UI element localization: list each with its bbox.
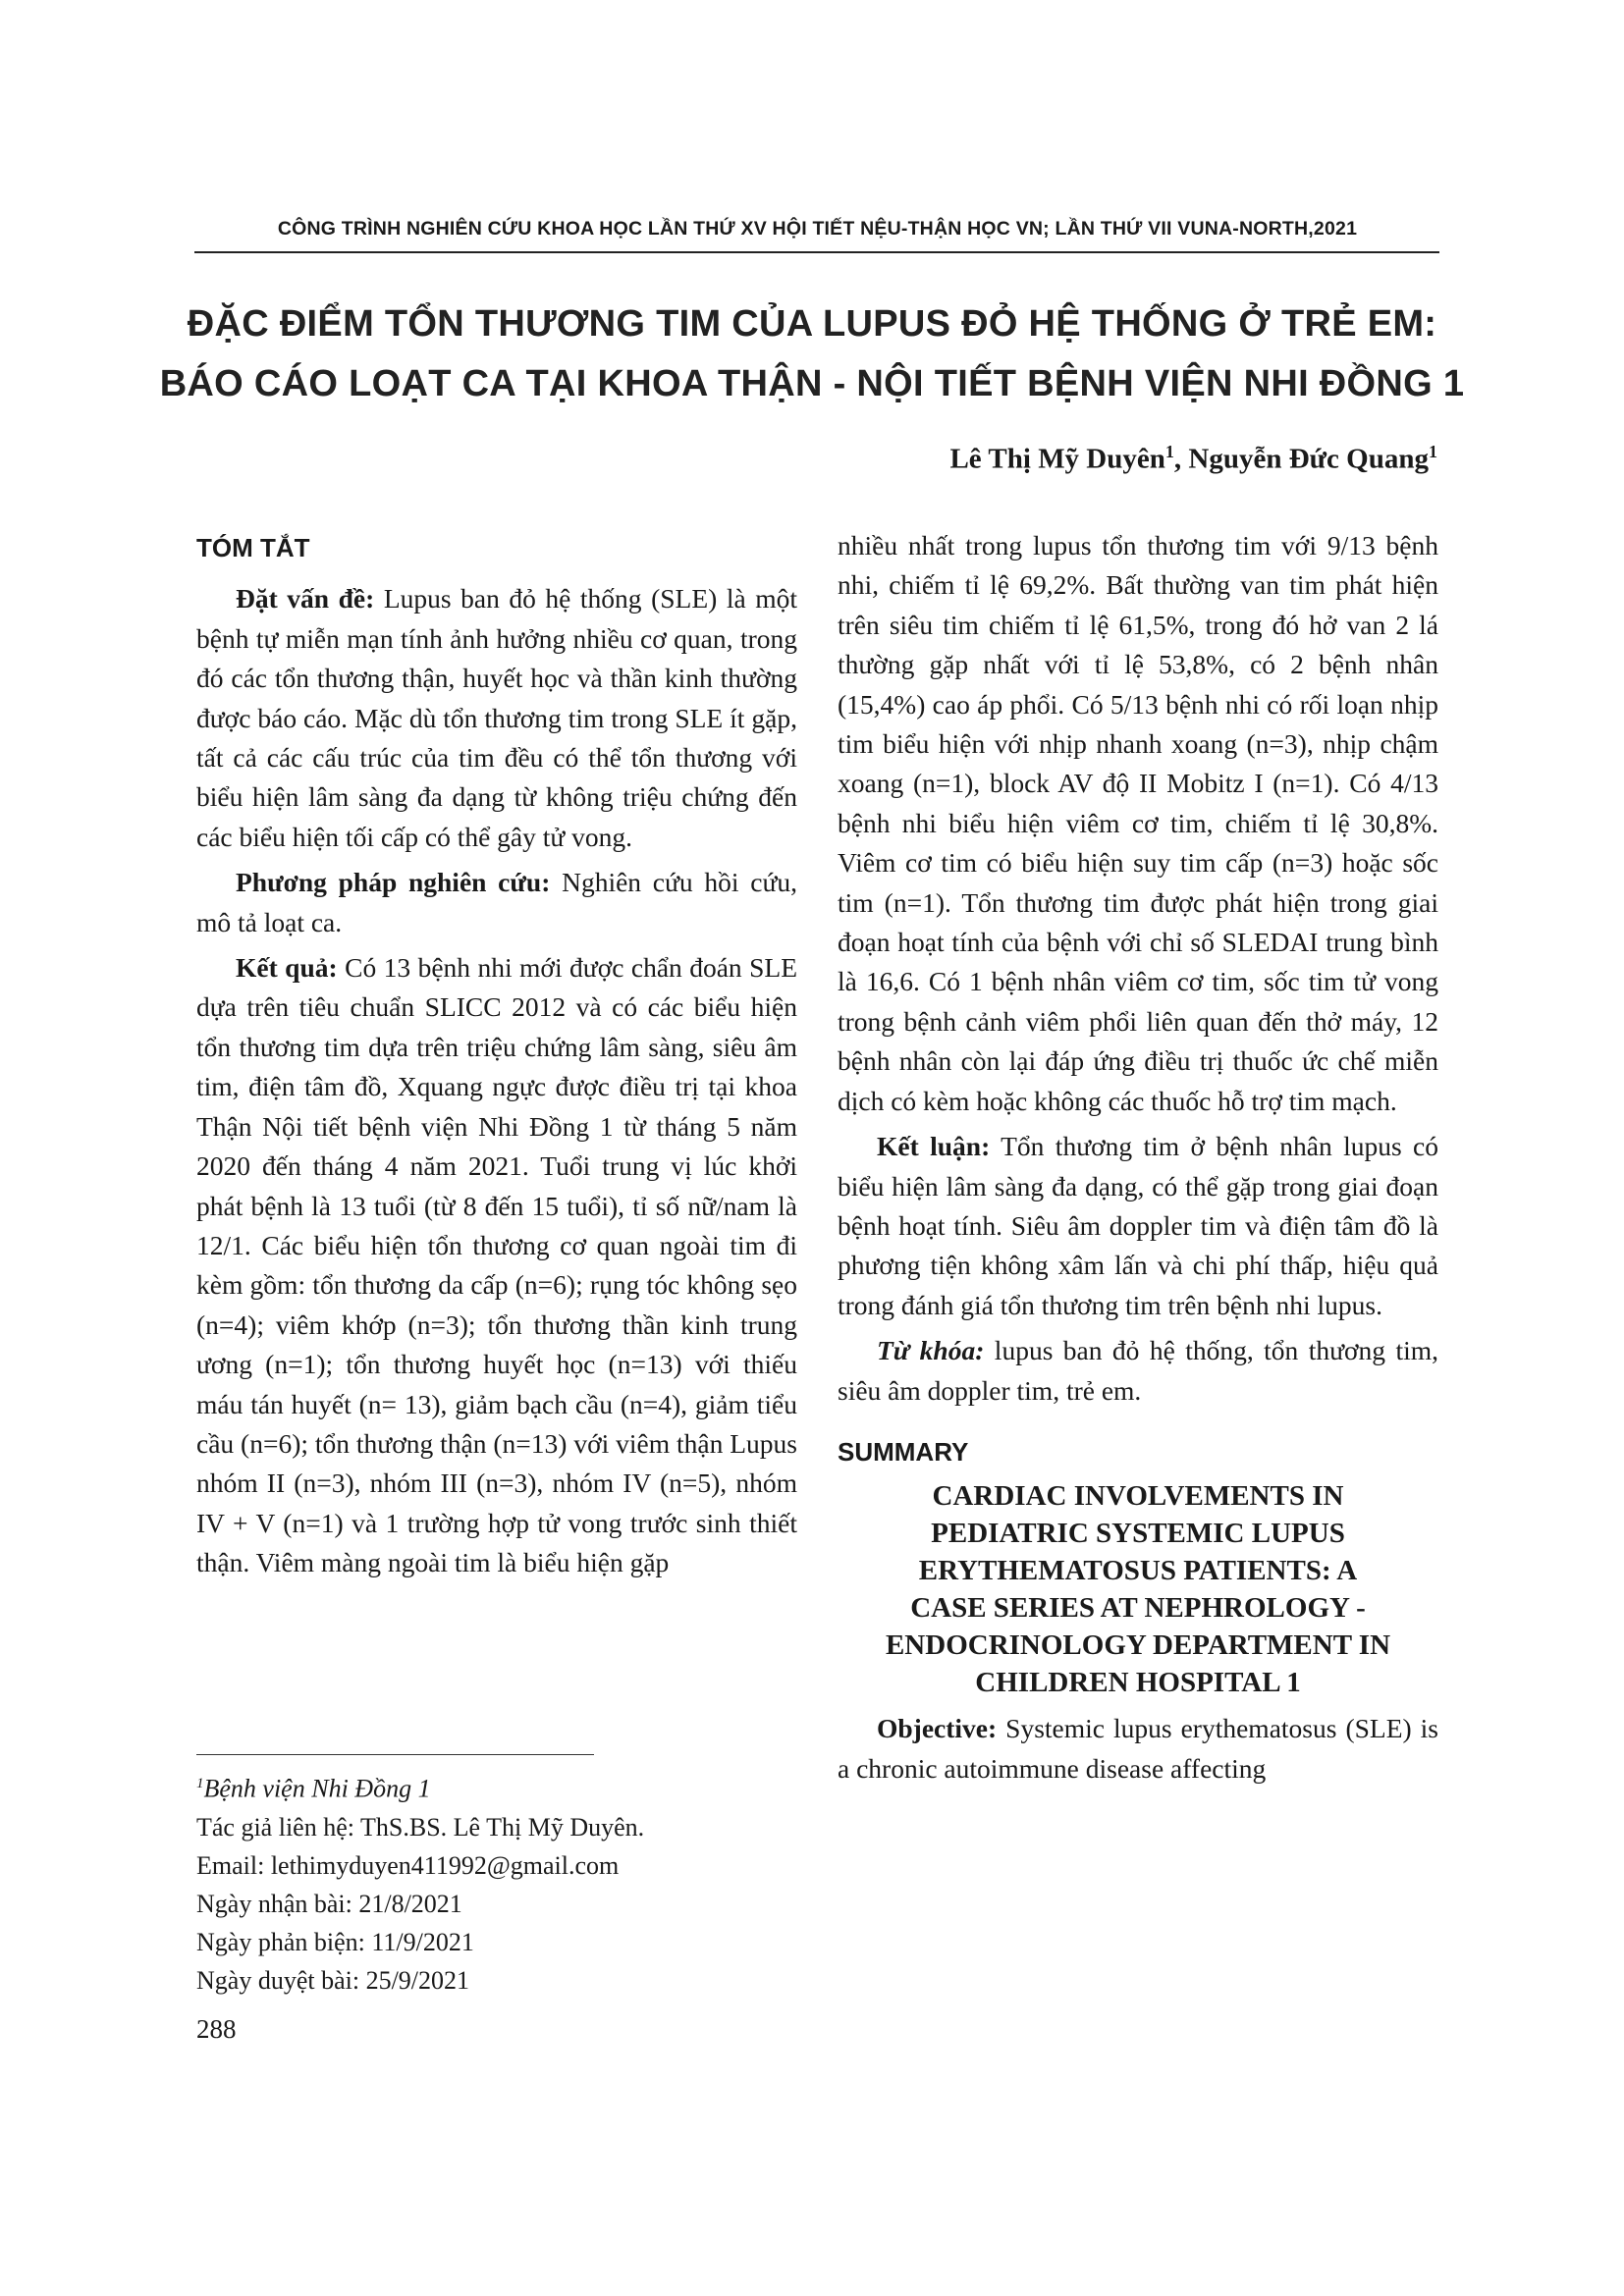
page-number: 288 <box>196 2014 237 2044</box>
abstract-results-continued: nhiều nhất trong lupus tổn thương tim với 9/13 bệnh nhi, chiếm tỉ lệ 69,2%. Bất thường van tim phát hiện trên siêu tim chiếm tỉ lệ 61,5%, trong đó hở van 2 lá thường gặp nhất với tỉ lệ 53,8%, có 2 bệnh nhân (15,4%) cao áp phổi. Có 5/13 bệnh nhi có rối loạn nhịp tim biểu hiện với nhịp nhanh xoang (n=3), nhịp chậm xoang (n=1), block AV độ II Mobitz I (n=1). Có 4/13 bệnh nhi biểu hiện viêm cơ tim, chiếm tỉ lệ 30,8%. Viêm cơ tim có biểu hiện suy tim cấp (n=3) hoặc sốc tim (n=1). Tổn thương tim được phát hiện trong giai đoạn hoạt tính của bệnh với chỉ số SLEDAI trung bình là 16,6. Có 1 bệnh nhân viêm cơ tim, sốc tim tử vong trong bệnh cảnh viêm phổi liên quan đến thở máy, 12 bệnh nhân còn lại đáp ứng điều trị thuốc ức chế miễn dịch có kèm hoặc không các thuốc hỗ trợ tim mạch. <box>838 530 1438 1116</box>
author-2: Nguyễn Đức Quang <box>1188 443 1429 475</box>
english-title-line: CHILDREN HOSPITAL 1 <box>975 1667 1301 1699</box>
english-title-line: CASE SERIES AT NEPHROLOGY - <box>910 1592 1366 1625</box>
running-header: CÔNG TRÌNH NGHIÊN CỨU KHOA HỌC LẦN THỨ XV HỘI TIẾT NỆU-THẬN HỌC VN; LẦN THỨ VII VUNA-NORTH,2021 <box>277 218 1358 240</box>
methods-text: Nghiên cứu hồi cứu, mô tả loạt ca. <box>196 867 797 937</box>
footnote-affiliation-text: Bệnh viện Nhi Đồng 1 <box>203 1774 431 1803</box>
abstract-keywords <box>838 1331 1438 1411</box>
conclusion-text: Tổn thương tim ở bệnh nhân lupus có biểu hiện lâm sàng đa dạng, có thể gặp trong giai đoạn bệnh hoạt tính. Siêu âm doppler tim và điện tâm đồ là phương tiện không xâm lấn và chi phí thấp, hiệu quả trong đánh giá tổn thương tim trên bệnh nhi lupus. <box>838 1131 1439 1320</box>
author-list <box>949 442 1437 476</box>
abstract-conclusion <box>838 1127 1438 1325</box>
paper-title-line-2: BÁO CÁO LOẠT CA TẠI KHOA THẬN - NỘI TIẾT BỆNH VIỆN NHI ĐỒNG 1 <box>159 363 1465 404</box>
keywords-label: Từ khóa: <box>877 1335 985 1366</box>
paper-title-line-1: ĐẶC ĐIỂM TỔN THƯƠNG TIM CỦA LUPUS ĐỎ HỆ THỐNG Ở TRẺ EM: <box>187 303 1437 345</box>
summary-objective <box>838 1709 1438 1789</box>
footnote-affil-mark: 1 <box>196 1776 204 1791</box>
footnote-contact: Tác giả liên hệ: ThS.BS. Lê Thị Mỹ Duyên. <box>196 1812 645 1842</box>
author-1: Lê Thị Mỹ Duyên <box>949 443 1165 475</box>
footnote-received-date: Ngày nhận bài: 21/8/2021 <box>196 1889 462 1918</box>
keywords-text: lupus ban đỏ hệ thống, tổn thương tim, siêu âm doppler tim, trẻ em. <box>838 1335 1438 1406</box>
english-title <box>838 1477 1438 1701</box>
english-title-line: ENDOCRINOLOGY DEPARTMENT IN <box>885 1629 1391 1662</box>
objective-label: Objective: <box>877 1713 998 1744</box>
abstract-background <box>196 579 797 857</box>
background-text: Lupus ban đỏ hệ thống (SLE) là một bệnh tự miễn mạn tính ảnh hưởng nhiều cơ quan, trong đó các tổn thương thận, huyết học và thần kinh thường được báo cáo. Mặc dù tổn thương tim trong SLE ít gặp, tất cả các cấu trúc của tim đều có thể tổn thương với biểu hiện lâm sàng đa dạng từ không triệu chứng đến các biểu hiện tối cấp có thể gây tử vong. <box>196 583 797 852</box>
english-title-line: CARDIAC INVOLVEMENTS IN <box>932 1480 1344 1513</box>
footnote-review-date: Ngày phản biện: 11/9/2021 <box>196 1927 474 1956</box>
paper-title <box>147 294 1477 414</box>
conclusion-label: Kết luận: <box>877 1131 991 1162</box>
background-label: Đặt vấn đề: <box>236 583 375 614</box>
footnote-email: Email: lethimyduyen411992@gmail.com <box>196 1850 620 1880</box>
summary-heading: SUMMARY <box>838 1436 969 1467</box>
footnote-accepted-date: Ngày duyệt bài: 25/9/2021 <box>196 1965 470 1995</box>
footnotes <box>196 1765 644 2000</box>
author-separator: , <box>1173 443 1189 475</box>
author-1-affil-mark: 1 <box>1164 442 1174 461</box>
right-column <box>838 526 1438 1794</box>
footnote-rule <box>196 1754 594 1755</box>
methods-label: Phương pháp nghiên cứu: <box>236 867 551 898</box>
results-text-part-1: Có 13 bệnh nhi mới được chẩn đoán SLE dựa trên tiêu chuẩn SLICC 2012 và có các biểu hiện tổn thương tim dựa trên triệu chứng lâm sàng, siêu âm tim, điện tâm đồ, Xquang ngực được điều trị tại khoa Thận Nội tiết bệnh viện Nhi Đồng 1 từ tháng 5 năm 2020 đến tháng 4 năm 2021. Tuổi trung vị lúc khởi phát bệnh là 13 tuổi (từ 8 đến 15 tuổi), tỉ số nữ/nam là 12/1. Các biểu hiện tổn thương cơ quan ngoài tim đi kèm gồm: tổn thương da cấp (n=6); rụng tóc không sẹo (n=4); viêm khớp (n=3); tổn thương thần kinh trung ương (n=1); tổn thương huyết học (n=13) với thiếu máu tán huyết (n= 13), giảm bạch cầu (n=4), giảm tiểu cầu (n=6); tổn thương thận (n=13) với viêm thận Lupus nhóm II (n=3), nhóm III (n=3), nhóm IV (n=5), nhóm IV + V (n=1) và 1 trường hợp tử vong trước sinh thiết thận. Viêm màng ngoài tim là biểu hiện gặp <box>196 952 797 1578</box>
abstract-heading: TÓM TẮT <box>196 533 310 562</box>
abstract-results <box>196 948 797 1583</box>
objective-text: Systemic lupus erythematosus (SLE) is a chronic autoimmune disease affecting <box>838 1713 1438 1784</box>
abstract-methods <box>196 863 797 942</box>
footnote-affiliation <box>196 1765 644 1808</box>
english-title-line: PEDIATRIC SYSTEMIC LUPUS <box>931 1518 1345 1550</box>
header-rule <box>194 251 1439 253</box>
results-label: Kết quả: <box>236 952 338 984</box>
left-column <box>196 520 797 1589</box>
author-2-affil-mark: 1 <box>1429 442 1437 461</box>
english-title-line: ERYTHEMATOSUS PATIENTS: A <box>918 1555 1358 1587</box>
